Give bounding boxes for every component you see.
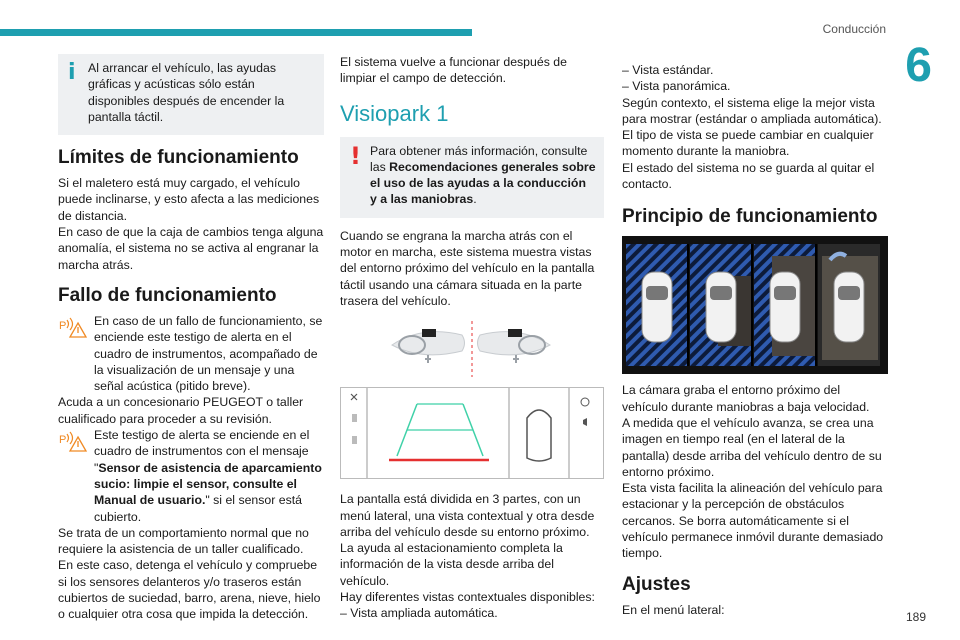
paragraph: Esta vista facilita la alineación del vehículo para estacionar y la percepción de obstáculos cercanos. Se borra automáticamente si el vehículo permanece inmóvil durante demasiado tiempo. xyxy=(622,481,884,561)
top-view-car-sequence-illustration xyxy=(622,236,884,374)
text-run: Para obtener más información, consulte las xyxy=(370,143,588,174)
reverse-camera-screen-diagram xyxy=(341,388,603,478)
steering-wheel-camera-icon xyxy=(340,319,604,381)
list-item: – Vista panorámica. xyxy=(622,79,731,94)
text-run: " si el sensor está cubierto. xyxy=(94,493,303,524)
warning-note-text xyxy=(348,143,596,208)
paragraph: En el menú lateral: xyxy=(622,602,725,617)
list-item: – Vista ampliada automática. xyxy=(340,606,498,621)
info-note xyxy=(58,54,324,135)
paragraph: A medida que el vehículo avanza, se crea una imagen en tiempo real (en el lateral de la pantalla) desde arriba del vehículo dentro de su entorno próximo. xyxy=(622,415,882,479)
list-item: – Vista estándar. xyxy=(622,63,714,77)
top-view-sequence-photo xyxy=(622,236,888,374)
paragraph: Cuando se engrana la marcha atrás con el motor en marcha, este sistema muestra vistas del entorno próximo del vehículo en la pantalla táctil usando una cámara situada en la parte trasera del vehículo. xyxy=(340,228,595,308)
paragraph: Se trata de un comportamiento normal que no requiere la asistencia de un taller cualificado. xyxy=(58,525,309,557)
paragraph: En este caso, detenga el vehículo y compruebe si los sensores delanteros y/o traseros están cubiertos de suciedad, barro, arena, nieve, hielo o cualquier otra cosa que impida la detección. xyxy=(58,558,321,622)
column-3 xyxy=(622,54,888,618)
bold-message: Sensor de asistencia de aparcamiento sucio: limpie el sensor, consulte el Manual de usuario. xyxy=(94,460,322,508)
running-head: Conducción xyxy=(822,22,886,36)
text-run: Este testigo de alerta se enciende en el cuadro de instrumentos con el mensaje " xyxy=(94,428,310,475)
camera-position-figure xyxy=(340,319,604,381)
parking-sensor-warning-lamp-icon xyxy=(58,315,88,341)
column-2 xyxy=(340,54,604,622)
info-icon: i xyxy=(68,60,76,85)
paragraph xyxy=(94,427,324,525)
paragraph: El tipo de vista se puede cambiar en cualquier momento durante la maniobra. xyxy=(622,128,874,159)
warning-exclamation-icon: ! xyxy=(350,141,361,170)
warning-lamp-paragraph xyxy=(58,313,324,394)
column-1 xyxy=(58,54,324,623)
paragraph: La pantalla está dividida en 3 partes, con un menú lateral, una vista contextual y otra desde arriba del vehículo desde su entorno próximo. xyxy=(340,492,595,539)
paragraph: Acuda a un concesionario PEUGEOT o taller cualificado para proceder a su revisión. xyxy=(58,395,304,426)
section-title-principle: Principio de funcionamiento xyxy=(622,206,878,228)
bold-reference: Recomendaciones generales sobre el uso de las ayudas a la conducción y a las maniobras xyxy=(370,159,596,207)
paragraph: La ayuda al estacionamiento completa la información de la vista desde arriba del vehículo. xyxy=(340,541,563,588)
paragraph: El sistema vuelve a funcionar después de limpiar el campo de detección. xyxy=(340,55,567,86)
section-title-fault: Fallo de funcionamiento xyxy=(58,284,277,306)
warning-note xyxy=(340,137,604,218)
paragraph: Hay diferentes vistas contextuales disponibles: xyxy=(340,590,595,605)
svg-text:P: P xyxy=(59,319,67,332)
info-note-text: Al arrancar el vehículo, las ayudas gráficas y acústicas sólo están disponibles después de encender la pantalla táctil. xyxy=(88,61,285,124)
paragraph: Según contexto, el sistema elige la mejor vista para mostrar (estándar o ampliada automática). xyxy=(622,95,882,126)
section-title-settings: Ajustes xyxy=(622,573,691,595)
chapter-color-bar xyxy=(0,29,472,36)
text-run: . xyxy=(473,192,477,207)
paragraph: En caso de que la caja de cambios tenga alguna anomalía, el sistema no se activa al engranar la marcha atrás. xyxy=(58,225,324,272)
warning-lamp-paragraph xyxy=(58,427,324,525)
parking-sensor-warning-lamp-icon xyxy=(58,429,88,455)
paragraph: En caso de un fallo de funcionamiento, se enciende este testigo de alerta en el cuadro de instrumentos, acompañado de la visualización de un mensaje y una señal acústica (pitido breve). xyxy=(94,313,323,394)
section-title-limits: Límites de funcionamiento xyxy=(58,147,299,169)
chapter-number: 6 xyxy=(905,39,932,92)
touchscreen-display-figure xyxy=(340,387,604,479)
section-title-visiopark: Visiopark 1 xyxy=(340,100,449,126)
paragraph: El estado del sistema no se guarda al quitar el contacto. xyxy=(622,160,875,192)
svg-text:P: P xyxy=(59,434,67,447)
paragraph: La cámara graba el entorno próximo del vehículo durante maniobras a baja velocidad. xyxy=(622,383,870,414)
page-number: 189 xyxy=(905,610,926,624)
paragraph: Si el maletero está muy cargado, el vehículo puede inclinarse, y esto afecta a las mediciones de distancia. xyxy=(58,176,320,223)
